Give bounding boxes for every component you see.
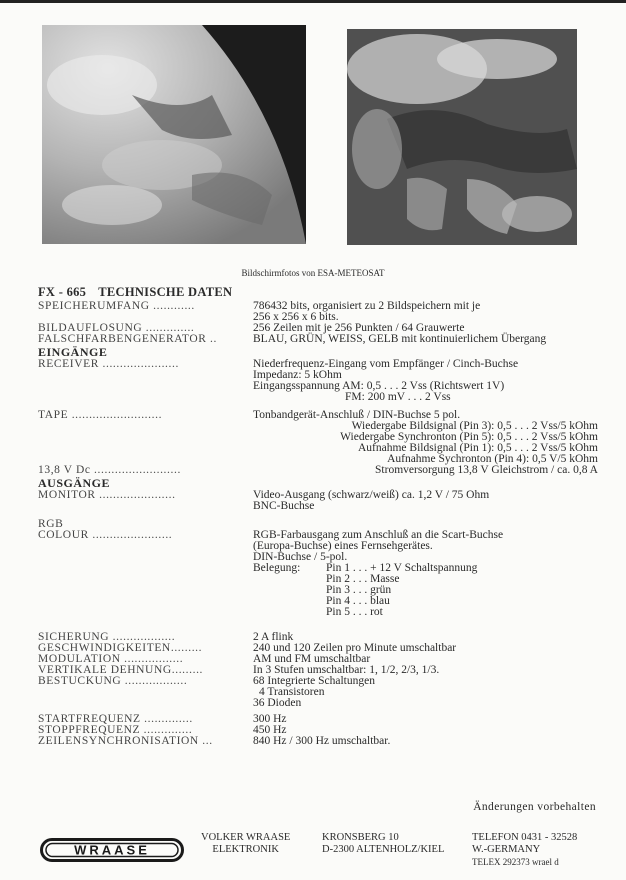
row-geschwindigkeiten: GESCHWINDIGKEITEN......... 240 und 120 Zeilen pro Minute umschaltbar bbox=[38, 642, 457, 654]
row-speicherumfang: SPEICHERUMFANG ............ 786432 bits, organisiert zu 2 Bildspeichern mit je 256 x 256 x 6 bits. bbox=[38, 300, 481, 323]
row-bestueckung: BESTÜCKUNG .................. 68 Integrierte Schaltungen 4 Transistoren 36 Dioden bbox=[38, 675, 375, 709]
spec-heading: TECHNISCHE DATEN bbox=[98, 285, 233, 299]
top-border bbox=[0, 0, 626, 3]
row-modulation: MODULATION ................. AM und FM umschaltbar bbox=[38, 653, 371, 665]
wraase-logo bbox=[40, 838, 184, 862]
row-zeilensynchronisation: ZEILENSYNCHRONISATION ... 840 Hz / 300 Hz umschaltbar. bbox=[38, 735, 391, 747]
row-startfrequenz: STARTFREQUENZ .............. 300 Hz bbox=[38, 713, 287, 725]
section-eingaenge: EINGÄNGE bbox=[38, 345, 108, 359]
footer-address: KRONSBERG 10 D-2300 ALTENHOLZ/KIEL bbox=[322, 832, 445, 855]
footer-company: VOLKER WRAASE ELEKTRONIK bbox=[201, 832, 291, 855]
footer bbox=[0, 832, 626, 880]
row-falschfarben: FALSCHFARBENGENERATOR .. BLAU, GRÜN, WEISS, GELB mit kontinuierlichem Übergang bbox=[38, 333, 547, 345]
row-bildaufloesung: BILDAUFLÖSUNG .............. 256 Zeilen mit je 256 Punkten / 64 Grauwerte bbox=[38, 322, 465, 334]
photo-caption: Bildschirmfotos von ESA-METEOSAT bbox=[241, 268, 385, 278]
row-power: 13,8 V Dc ......................... Stromversorgung 13,8 V Gleichstrom / ca. 0,8 A bbox=[38, 464, 598, 476]
row-sicherung: SICHERUNG .................. 2 A flink bbox=[38, 631, 294, 643]
row-stoppfrequenz: STOPPFREQUENZ .............. 450 Hz bbox=[38, 724, 287, 736]
row-tape: TAPE .......................... Tonbandgerät-Anschluß / DIN-Buchse 5 pol. Wiedergabe Bildsignal (Pin 3): 0,5 . . . 2 Vss/5 kOhm Wiedergabe Synchronton (Pin 5): 0,5 . . . 2 Vss/5 kOhm Aufnahme Bildsignal (Pin 1): 0,5 . . . 2 Vss/5 kOhm Aufnahme Sychronton (Pin 4): 0,5 V/5 kOhm bbox=[38, 409, 598, 465]
model-number: FX - 665 bbox=[38, 285, 87, 299]
logo-text: WRAASE bbox=[74, 842, 150, 858]
satellite-photo-earth-limb bbox=[42, 25, 306, 244]
row-rgb-colour: RGB COLOUR ....................... RGB-Farbausgang zum Anschluß an die Scart-Buchse (Europa-Buchse) eines Fernsehgerätes. DIN-Buchse / 5-pol. Belegung: Pin 1 . . . + 12 V Schaltspannung Pin 2 . . . Masse Pin 3 . . . grün Pin 4 . . . blau Pin 5 . . . rot bbox=[38, 519, 598, 618]
footer-contact: TELEFON 0431 - 32528 W.-GERMANY TELEX 292373 wrael d bbox=[472, 832, 578, 867]
pin-assignment: Belegung: Pin 1 . . . + 12 V Schaltspannung Pin 2 . . . Masse Pin 3 . . . grün Pin 4 . . . blau Pin 5 . . . rot bbox=[253, 562, 478, 618]
satellite-photo-europe bbox=[347, 29, 577, 245]
row-receiver: RECEIVER ...................... Niederfrequenz-Eingang vom Empfänger / Cinch-Buchse Impedanz: 5 kOhm Eingangsspannung AM: 0,5 . . . 2 Vss (Richtswert 1V) FM: 200 mV . . . 2 Vss bbox=[38, 358, 519, 403]
row-monitor: MONITOR ...................... Video-Ausgang (schwarz/weiß) ca. 1,2 V / 75 Ohm BNC-Buchse bbox=[38, 489, 490, 512]
change-notice: Änderungen vorbehalten bbox=[473, 801, 596, 813]
technical-data bbox=[38, 285, 598, 747]
section-ausgaenge: AUSGÄNGE bbox=[38, 476, 111, 490]
spec-title bbox=[38, 285, 598, 300]
row-vertikale-dehnung: VERTIKALE DEHNUNG......... In 3 Stufen umschaltbar: 1, 1/2, 2/3, 1/3. bbox=[38, 664, 440, 676]
